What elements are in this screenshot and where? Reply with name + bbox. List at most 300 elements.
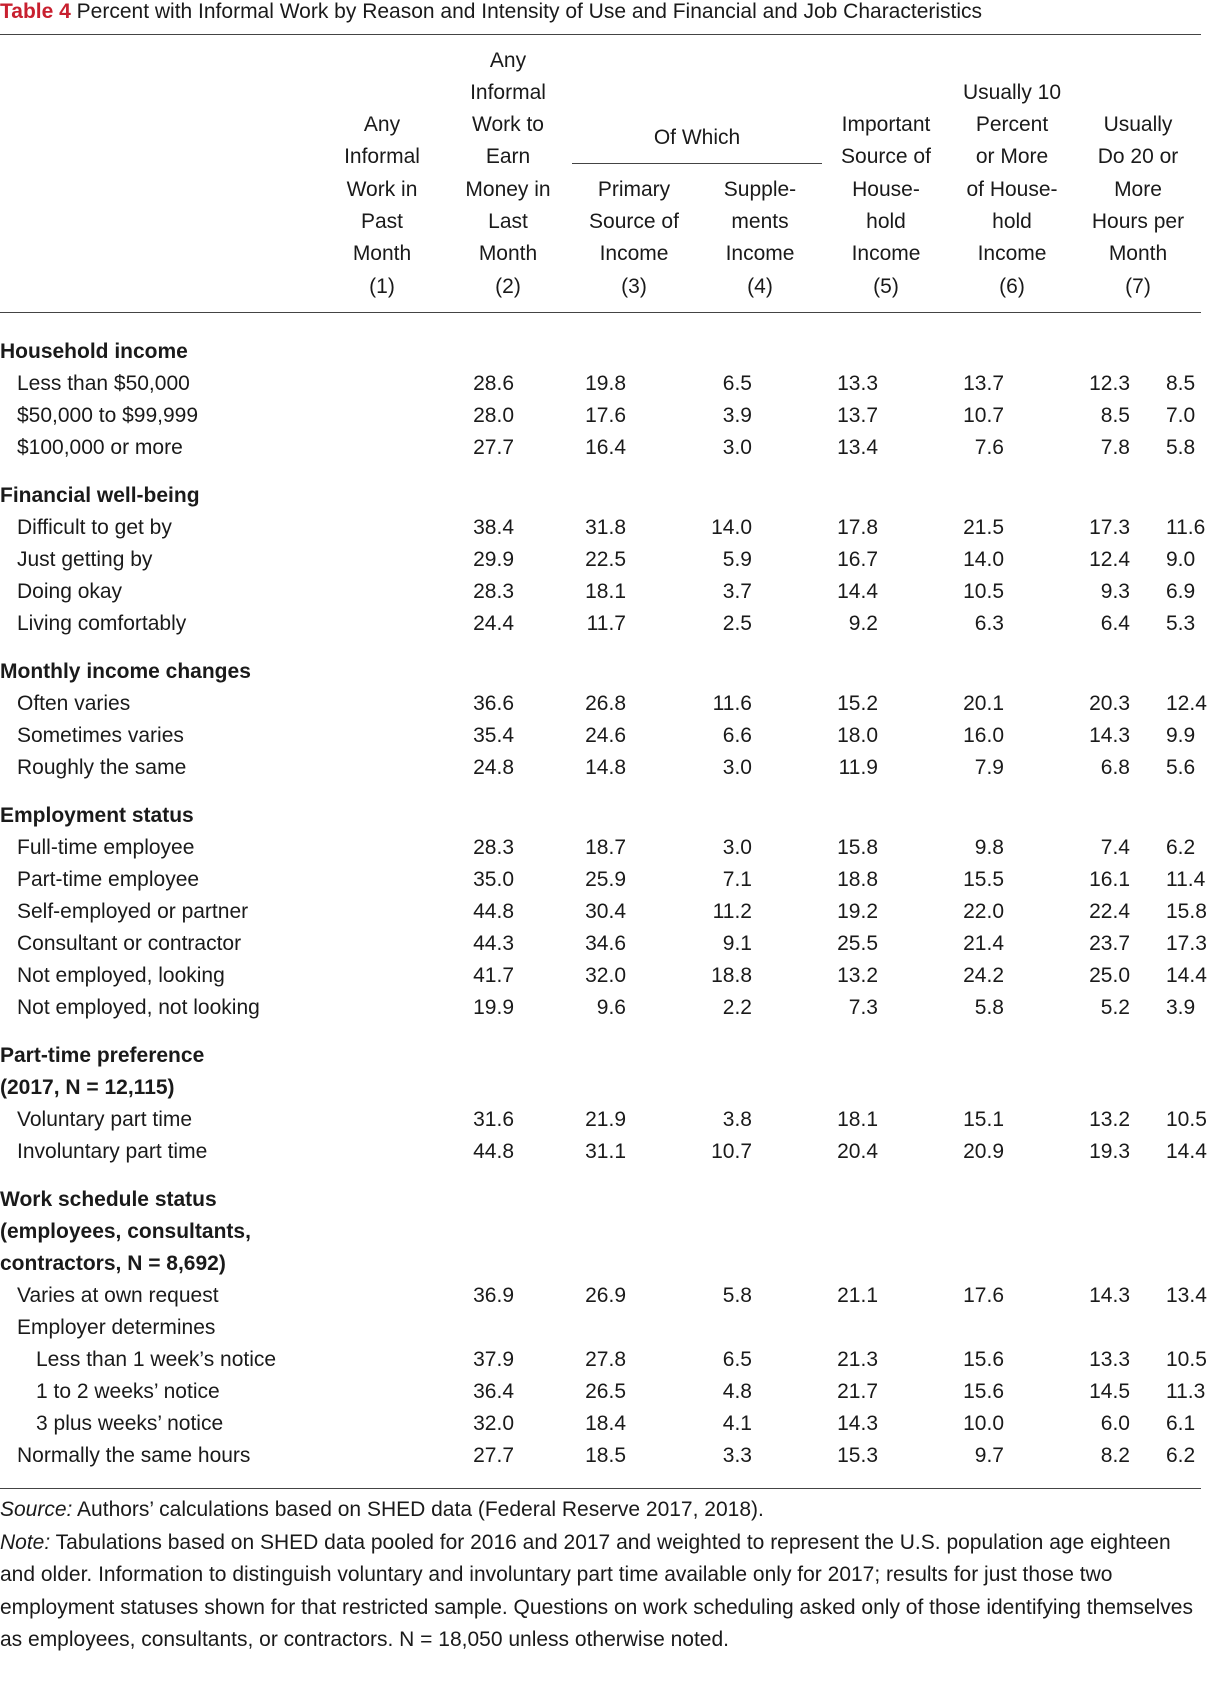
value-cell-col4: 14.3 <box>837 1412 878 1435</box>
header-line: Last <box>488 210 528 234</box>
value-cell-col2 <box>536 1312 662 1344</box>
value-cell-col7: 7.0 <box>1166 404 1196 427</box>
label-gap <box>330 512 410 544</box>
table-row <box>0 960 1201 992</box>
value-cell-col5: 7.6 <box>974 436 1004 459</box>
table-row <box>0 688 1201 720</box>
header-line: (6) <box>999 274 1025 298</box>
value-cell-col3: 18.8 <box>711 964 752 987</box>
value-cell-col2: 9.6 <box>596 996 626 1019</box>
column-header-3 <box>571 174 697 303</box>
value-cell-col7: 17.3 <box>1166 932 1207 955</box>
source-label: Source: <box>0 1498 73 1521</box>
label-gap <box>330 928 410 960</box>
value-cell-col3: 3.0 <box>722 436 752 459</box>
value-cell-col5: 15.6 <box>963 1348 1004 1371</box>
header-line: of House- <box>966 177 1058 201</box>
value-cell-col5: 21.5 <box>963 516 1004 539</box>
general-note <box>0 1527 1201 1657</box>
group-heading-row <box>0 656 1201 688</box>
value-cell-col4: 18.8 <box>837 868 878 891</box>
value-cell-col7: 10.5 <box>1166 1108 1207 1131</box>
value-cell-col3: 3.9 <box>722 404 752 427</box>
value-cell-col1: 32.0 <box>473 1412 514 1435</box>
label-gap <box>330 992 410 1024</box>
table-row <box>0 720 1201 752</box>
spacer-cell <box>0 464 1201 480</box>
value-cell-col1: 37.9 <box>473 1348 514 1371</box>
table-row <box>0 1376 1201 1408</box>
table-row <box>0 864 1201 896</box>
value-cell-col3: 4.1 <box>722 1412 752 1435</box>
value-cell-col2: 31.8 <box>585 516 626 539</box>
value-cell-col5: 17.6 <box>963 1284 1004 1307</box>
value-cell-col7: 11.3 <box>1166 1380 1206 1403</box>
value-cell-col2: 18.1 <box>585 580 626 603</box>
value-cell-col6: 14.3 <box>1089 724 1130 747</box>
note-label: Note: <box>0 1530 51 1554</box>
value-cell-col6: 22.4 <box>1089 900 1130 923</box>
group-heading: Part-time preference <box>0 1044 205 1067</box>
header-line: Percent <box>975 113 1049 137</box>
value-cell-col6: 12.3 <box>1089 372 1130 395</box>
value-cell-col6: 8.5 <box>1100 404 1130 427</box>
value-cell-col1: 19.9 <box>473 996 514 1019</box>
value-cell-col1: 28.6 <box>473 372 514 395</box>
table-row <box>0 1280 1201 1312</box>
value-cell-col3: 2.2 <box>722 996 752 1019</box>
row-label: $50,000 to $99,999 <box>17 404 199 427</box>
header-line: Informal <box>470 80 546 104</box>
note-text: Tabulations based on SHED data pooled for 2016 and 2017 and weighted to represent the U.S. population age eighteen and older. Information to distinguish voluntary and involuntary part time available only for 2017; results for just those two employment statuses shown for that restricted sample. Questions on work scheduling asked only of those identifying themselves as employees, consultants, or contractors. N = 18,050 unless otherwise noted. <box>0 1530 1193 1651</box>
group-spacer <box>0 784 1201 800</box>
group-heading: (employees, consultants, <box>0 1220 251 1243</box>
value-cell-col7: 9.0 <box>1166 548 1196 571</box>
label-gap <box>330 1344 410 1376</box>
value-cell-col3: 3.0 <box>722 756 752 779</box>
value-cell-col6: 17.3 <box>1089 516 1130 539</box>
group-spacer <box>0 1024 1201 1040</box>
value-cell-col5: 10.5 <box>963 580 1004 603</box>
label-gap <box>330 896 410 928</box>
value-cell-col1: 24.8 <box>473 756 514 779</box>
table-title-text: Percent with Informal Work by Reason and Intensity of Use and Financial and Job Characteristics <box>76 0 983 23</box>
value-cell-col6: 12.4 <box>1089 548 1130 571</box>
group-heading: Household income <box>0 340 188 363</box>
value-cell-col3: 3.8 <box>722 1108 752 1131</box>
of-which-rule <box>572 163 822 164</box>
header-line: (1) <box>369 274 395 298</box>
value-cell-col6: 14.5 <box>1089 1380 1130 1403</box>
value-cell-col7: 3.9 <box>1166 996 1196 1019</box>
value-cell-col1: 44.3 <box>473 932 514 955</box>
value-cell-col3: 4.8 <box>722 1380 752 1403</box>
column-header-6 <box>949 77 1075 303</box>
header-line: Work in <box>346 177 418 201</box>
value-cell-col6: 6.8 <box>1100 756 1130 779</box>
header-line: Month <box>478 242 538 266</box>
value-cell-col6: 9.3 <box>1100 580 1130 603</box>
value-cell-col5: 10.0 <box>963 1412 1004 1435</box>
value-cell-col7: 8.5 <box>1166 372 1196 395</box>
value-cell-col4: 20.4 <box>837 1140 878 1163</box>
header-rule <box>0 312 1201 313</box>
table-notes <box>0 1494 1201 1657</box>
label-gap <box>330 720 410 752</box>
header-line: Past <box>360 210 404 234</box>
value-cell-col7: 6.2 <box>1166 1444 1196 1467</box>
value-cell-col7: 11.6 <box>1166 516 1206 539</box>
value-cell-col2: 18.7 <box>585 836 626 859</box>
table-row <box>0 832 1201 864</box>
column-header-4 <box>697 174 823 303</box>
value-cell-col5: 14.0 <box>963 548 1004 571</box>
column-header-2 <box>445 45 571 303</box>
value-cell-col6: 16.1 <box>1089 868 1130 891</box>
group-heading-row <box>0 800 1201 832</box>
header-line: (4) <box>747 274 773 298</box>
header-line: (7) <box>1125 274 1151 298</box>
column-header-1 <box>319 109 445 303</box>
header-line: Important <box>841 113 931 137</box>
value-cell-col6: 25.0 <box>1089 964 1130 987</box>
row-label: Often varies <box>17 692 131 715</box>
value-cell-col5: 20.1 <box>963 692 1004 715</box>
value-cell-col7: 6.1 <box>1166 1412 1196 1435</box>
value-cell-col2: 27.8 <box>585 1348 626 1371</box>
row-label: Just getting by <box>17 548 153 571</box>
header-line: Primary <box>597 177 671 201</box>
value-cell-col2: 18.5 <box>585 1444 626 1467</box>
label-gap <box>330 400 410 432</box>
group-heading: contractors, N = 8,692) <box>0 1252 226 1275</box>
value-cell-col6: 6.4 <box>1100 612 1130 635</box>
value-cell-col5: 21.4 <box>963 932 1004 955</box>
value-cell-col1: 27.7 <box>473 1444 514 1467</box>
label-gap <box>330 688 410 720</box>
table-row <box>0 544 1201 576</box>
row-label: Less than $50,000 <box>17 372 190 395</box>
row-label: 1 to 2 weeks’ notice <box>36 1380 220 1403</box>
value-cell-col5: 5.8 <box>974 996 1004 1019</box>
header-line: hold <box>992 210 1032 234</box>
value-cell-col3: 14.0 <box>711 516 752 539</box>
label-gap <box>330 1280 410 1312</box>
table-row <box>0 1344 1201 1376</box>
table-row <box>0 896 1201 928</box>
header-line: Money in <box>465 177 551 201</box>
value-cell-col4: 13.2 <box>837 964 878 987</box>
value-cell-col4: 17.8 <box>837 516 878 539</box>
value-cell-col1: 35.0 <box>473 868 514 891</box>
row-label: Employer determines <box>17 1316 216 1339</box>
value-cell-col4: 25.5 <box>837 932 878 955</box>
source-text: Authors’ calculations based on SHED data (Federal Reserve 2017, 2018). <box>72 1498 764 1521</box>
value-cell-col1: 44.8 <box>473 1140 514 1163</box>
value-cell-col6 <box>1040 1312 1166 1344</box>
value-cell-col1: 29.9 <box>473 548 514 571</box>
value-cell-col7: 14.4 <box>1166 1140 1207 1163</box>
value-cell-col7: 11.4 <box>1166 868 1206 891</box>
row-label: Voluntary part time <box>17 1108 193 1131</box>
value-cell-col1: 36.6 <box>473 692 514 715</box>
value-cell-col5: 15.5 <box>963 868 1004 891</box>
value-cell-col2: 31.1 <box>585 1140 626 1163</box>
header-line: Do 20 or <box>1097 145 1179 169</box>
row-label: Sometimes varies <box>17 724 184 747</box>
label-gap <box>330 1376 410 1408</box>
row-label: Living comfortably <box>17 612 187 635</box>
row-label: Varies at own request <box>17 1284 219 1307</box>
value-cell-col2: 24.6 <box>585 724 626 747</box>
header-line: or More <box>975 145 1049 169</box>
value-cell-col4: 11.9 <box>838 756 878 779</box>
value-cell-col4: 21.3 <box>837 1348 878 1371</box>
value-cell-col2: 26.5 <box>585 1380 626 1403</box>
spacer-cell <box>0 784 1201 800</box>
value-cell-col4: 18.0 <box>837 724 878 747</box>
value-cell-col4: 16.7 <box>837 548 878 571</box>
value-cell-col7: 12.4 <box>1166 692 1207 715</box>
value-cell-col3: 5.9 <box>722 548 752 571</box>
value-cell-col4: 21.1 <box>837 1284 878 1307</box>
value-cell-col1: 31.6 <box>473 1108 514 1131</box>
spacer-cell <box>0 1024 1201 1040</box>
value-cell-col5: 6.3 <box>974 612 1004 635</box>
group-heading: Work schedule status <box>0 1188 217 1211</box>
row-label: Difficult to get by <box>17 516 172 539</box>
value-cell-col1: 38.4 <box>473 516 514 539</box>
data-table <box>0 336 1207 1472</box>
value-cell-col1: 27.7 <box>473 436 514 459</box>
value-cell-col2: 14.8 <box>585 756 626 779</box>
value-cell-col4: 19.2 <box>837 900 878 923</box>
value-cell-col7: 9.9 <box>1166 724 1196 747</box>
label-gap <box>330 1104 410 1136</box>
value-cell-col2: 32.0 <box>585 964 626 987</box>
value-cell-col7: 14.4 <box>1166 964 1207 987</box>
value-cell-col2: 18.4 <box>585 1412 626 1435</box>
value-cell-col2: 21.9 <box>585 1108 626 1131</box>
row-label: Involuntary part time <box>17 1140 208 1163</box>
label-gap <box>330 432 410 464</box>
value-cell-col5: 20.9 <box>963 1140 1004 1163</box>
value-cell-col5: 10.7 <box>963 404 1004 427</box>
value-cell-col6: 20.3 <box>1089 692 1130 715</box>
row-label: Roughly the same <box>17 756 187 779</box>
value-cell-col6: 8.2 <box>1100 1444 1130 1467</box>
group-heading-row <box>0 336 1201 368</box>
value-cell-col5: 24.2 <box>963 964 1004 987</box>
value-cell-col5: 9.8 <box>974 836 1004 859</box>
value-cell-col6: 13.2 <box>1089 1108 1130 1131</box>
header-line: Work to <box>472 113 544 137</box>
header-line: ments <box>731 210 789 234</box>
value-cell-col5: 13.7 <box>963 372 1004 395</box>
header-line: Income <box>977 242 1047 266</box>
value-cell-col2: 26.8 <box>585 692 626 715</box>
top-rule <box>0 34 1201 35</box>
value-cell-col5: 7.9 <box>974 756 1004 779</box>
value-cell-col7: 5.6 <box>1166 756 1196 779</box>
label-gap <box>330 960 410 992</box>
group-heading-row <box>0 480 1201 512</box>
value-cell-col5 <box>914 1312 1040 1344</box>
table-row <box>0 512 1201 544</box>
group-heading: (2017, N = 12,115) <box>0 1076 175 1099</box>
value-cell-col3: 6.6 <box>722 724 752 747</box>
value-cell-col4: 15.3 <box>837 1444 878 1467</box>
header-line: Informal <box>344 145 420 169</box>
value-cell-col6: 7.4 <box>1100 836 1130 859</box>
value-cell-col3: 9.1 <box>722 932 752 955</box>
label-gap <box>330 1440 410 1472</box>
value-cell-col4: 13.4 <box>837 436 878 459</box>
table-row <box>0 928 1201 960</box>
value-cell-col3 <box>662 1312 788 1344</box>
row-label: 3 plus weeks’ notice <box>36 1412 224 1435</box>
value-cell-col6: 13.3 <box>1089 1348 1130 1371</box>
row-label: Not employed, looking <box>17 964 225 987</box>
header-line: Income <box>725 242 795 266</box>
table-row <box>0 1408 1201 1440</box>
label-gap <box>330 1312 410 1344</box>
table-row <box>0 608 1201 640</box>
row-label: Consultant or contractor <box>17 932 242 955</box>
value-cell-col5: 16.0 <box>963 724 1004 747</box>
header-line: (3) <box>621 274 647 298</box>
table-title <box>0 0 1201 24</box>
of-which-header: Of Which <box>653 126 741 149</box>
value-cell-col4: 14.4 <box>837 580 878 603</box>
value-cell-col6: 5.2 <box>1100 996 1130 1019</box>
value-cell-col3: 3.0 <box>722 836 752 859</box>
value-cell-col6: 7.8 <box>1100 436 1130 459</box>
label-gap <box>330 752 410 784</box>
value-cell-col7: 13.4 <box>1166 1284 1207 1307</box>
value-cell-col7: 6.9 <box>1166 580 1196 603</box>
value-cell-col3: 6.5 <box>722 372 752 395</box>
value-cell-col1: 36.4 <box>473 1380 514 1403</box>
value-cell-col4: 15.8 <box>837 836 878 859</box>
value-cell-col2: 11.7 <box>586 612 626 635</box>
header-line: Any <box>489 48 527 72</box>
value-cell-col1: 41.7 <box>473 964 514 987</box>
table-row <box>0 1104 1201 1136</box>
value-cell-col7 <box>1166 1312 1201 1344</box>
value-cell-col1: 28.3 <box>473 580 514 603</box>
header-line: Month <box>1108 242 1168 266</box>
value-cell-col6: 14.3 <box>1089 1284 1130 1307</box>
group-heading-row <box>0 1248 1201 1280</box>
value-cell-col2: 17.6 <box>585 404 626 427</box>
header-line: Income <box>599 242 669 266</box>
header-line: Usually 10 <box>962 80 1062 104</box>
value-cell-col2: 25.9 <box>585 868 626 891</box>
row-label: Full-time employee <box>17 836 195 859</box>
value-cell-col2: 16.4 <box>585 436 626 459</box>
value-cell-col7: 15.8 <box>1166 900 1207 923</box>
row-label: Normally the same hours <box>17 1444 251 1467</box>
source-note <box>0 1494 1201 1527</box>
row-label: Not employed, not looking <box>17 996 260 1019</box>
value-cell-col4: 18.1 <box>837 1108 878 1131</box>
header-line: Earn <box>485 145 531 169</box>
value-cell-col4: 9.2 <box>848 612 878 635</box>
value-cell-col1: 24.4 <box>473 612 514 635</box>
label-gap <box>330 368 410 400</box>
header-line: Hours per <box>1091 210 1185 234</box>
header-line: Income <box>851 242 921 266</box>
value-cell-col4 <box>788 1312 914 1344</box>
group-heading-row <box>0 1072 1201 1104</box>
row-label: Doing okay <box>17 580 123 603</box>
table-row <box>0 1136 1201 1168</box>
value-cell-col4: 15.2 <box>837 692 878 715</box>
table-row <box>0 576 1201 608</box>
header-line: (5) <box>873 274 899 298</box>
value-cell-col3: 2.5 <box>722 612 752 635</box>
value-cell-col3: 6.5 <box>722 1348 752 1371</box>
value-cell-col4: 13.7 <box>837 404 878 427</box>
value-cell-col1: 28.0 <box>473 404 514 427</box>
value-cell-col6: 19.3 <box>1089 1140 1130 1163</box>
value-cell-col5: 9.7 <box>974 1444 1004 1467</box>
table-row <box>0 1312 1201 1344</box>
row-label: $100,000 or more <box>17 436 183 459</box>
value-cell-col4: 21.7 <box>837 1380 878 1403</box>
group-heading-row <box>0 1040 1201 1072</box>
label-gap <box>330 1136 410 1168</box>
header-line: Month <box>352 242 412 266</box>
header-line: Any <box>363 113 401 137</box>
header-line: More <box>1114 177 1162 201</box>
group-heading-row <box>0 1216 1201 1248</box>
column-header-7 <box>1075 109 1201 303</box>
value-cell-col3: 3.3 <box>722 1444 752 1467</box>
value-cell-col7: 5.8 <box>1166 436 1196 459</box>
value-cell-col5: 15.6 <box>963 1380 1004 1403</box>
label-gap <box>330 576 410 608</box>
header-line: House- <box>852 177 920 201</box>
row-label: Part-time employee <box>17 868 200 891</box>
row-label: Self-employed or partner <box>17 900 249 923</box>
group-heading: Financial well-being <box>0 484 200 507</box>
label-gap <box>330 608 410 640</box>
value-cell-col2: 22.5 <box>585 548 626 571</box>
value-cell-col6: 23.7 <box>1089 932 1130 955</box>
spacer-cell <box>0 1168 1201 1184</box>
row-label: Less than 1 week’s notice <box>36 1348 277 1371</box>
column-header-5 <box>823 109 949 303</box>
value-cell-col4: 7.3 <box>848 996 878 1019</box>
group-spacer <box>0 464 1201 480</box>
header-line: (2) <box>495 274 521 298</box>
header-line: hold <box>866 210 906 234</box>
value-cell-col3: 10.7 <box>711 1140 752 1163</box>
table-row <box>0 992 1201 1024</box>
group-spacer <box>0 1168 1201 1184</box>
header-line: Source of <box>589 210 679 234</box>
value-cell-col3: 11.6 <box>712 692 752 715</box>
value-cell-col5: 15.1 <box>963 1108 1004 1131</box>
value-cell-col2: 34.6 <box>585 932 626 955</box>
table-row <box>0 752 1201 784</box>
label-gap <box>330 864 410 896</box>
value-cell-col3: 3.7 <box>722 580 752 603</box>
value-cell-col7: 10.5 <box>1166 1348 1207 1371</box>
value-cell-col2: 26.9 <box>585 1284 626 1307</box>
